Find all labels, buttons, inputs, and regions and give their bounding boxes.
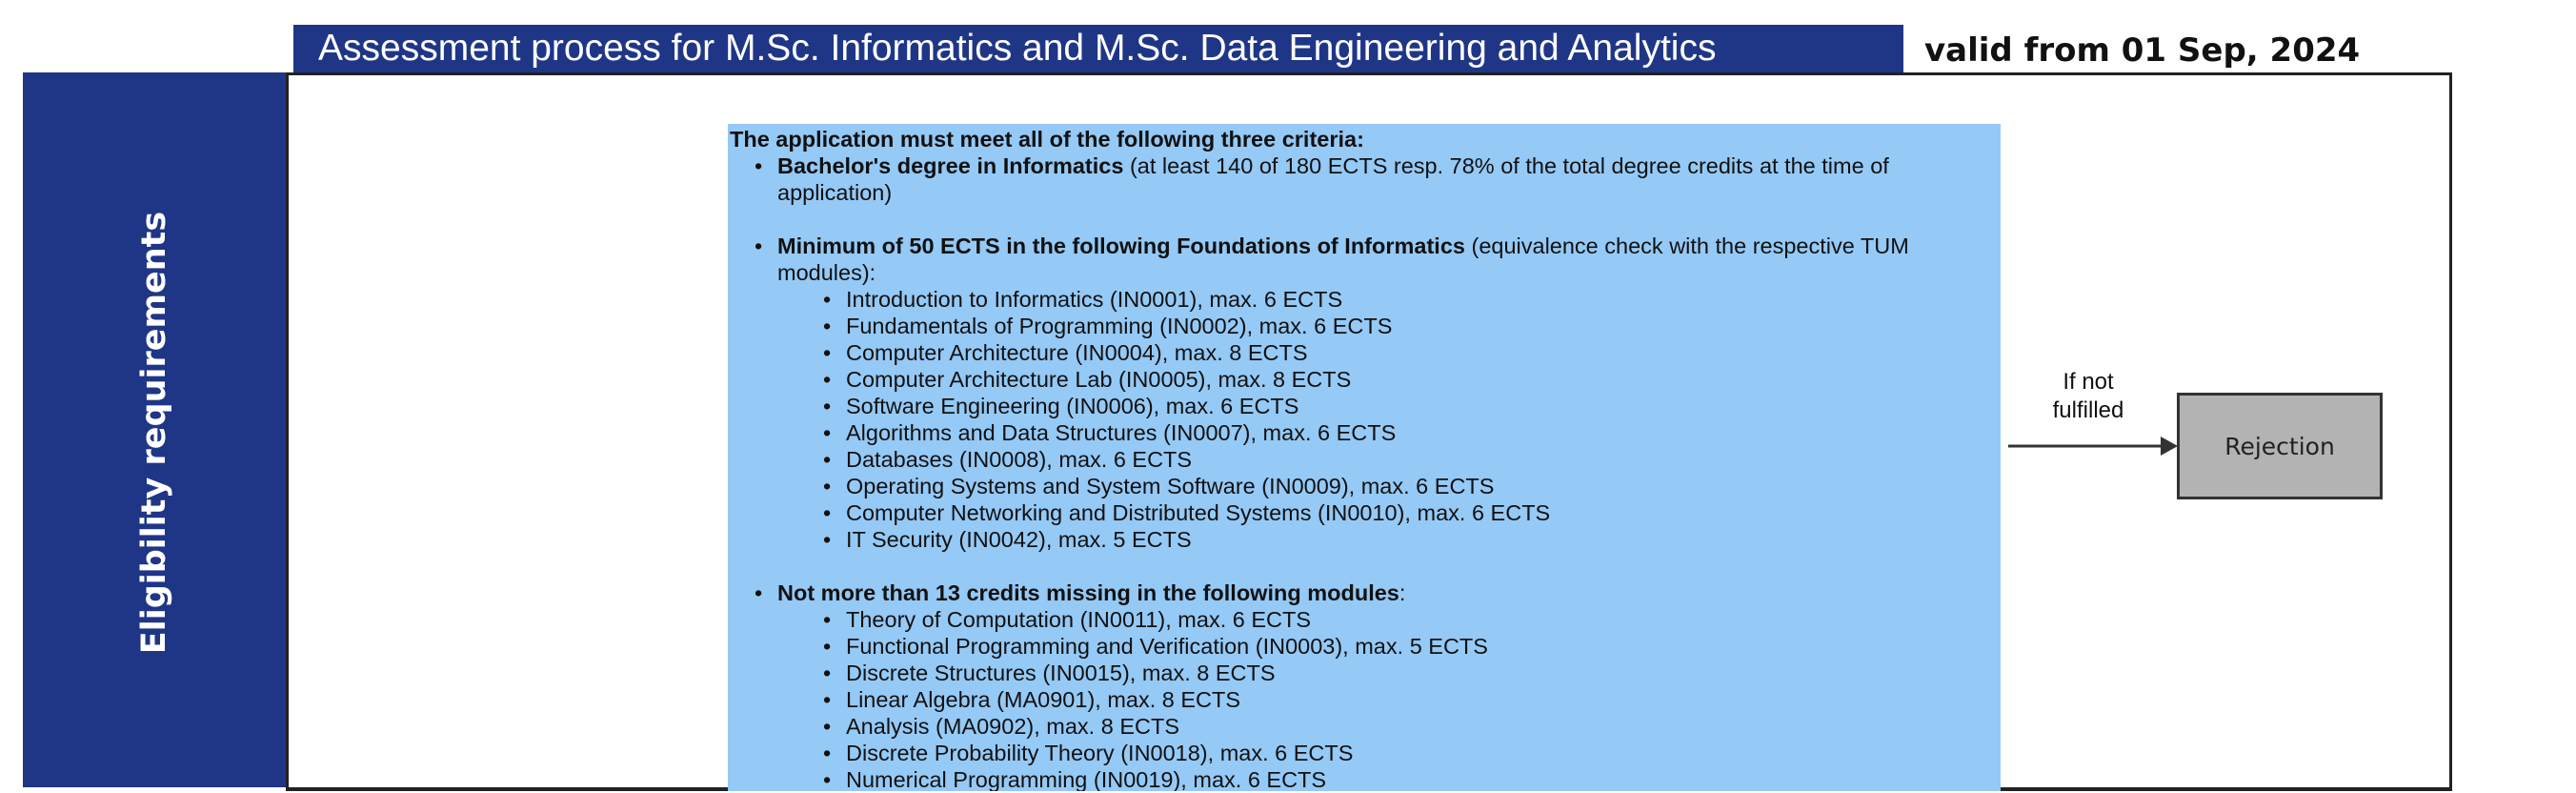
criterion-item [730, 580, 2001, 606]
module-item: • Computer Architecture (IN0004), max. 8 ECTS [823, 340, 1308, 365]
bullet-icon: • [823, 447, 832, 472]
module-item: • Numerical Programming (IN0019), max. 6 ECTS [823, 767, 1327, 791]
module-item: • Computer Networking and Distributed Systems (IN0010), max. 6 ECTS [823, 500, 1551, 525]
module-item: • Computer Architecture Lab (IN0005), max. 8 ECTS [823, 367, 1352, 392]
rejection-outcome-box: Rejection [2177, 393, 2383, 499]
bullet-icon: • [823, 287, 832, 312]
page-title: Assessment process for M.Sc. Informatics and M.Sc. Data Engineering and Analytics [293, 25, 1903, 72]
criteria-intro: The application must meet all of the following three criteria: [730, 127, 1364, 152]
module-item: • Functional Programming and Verification (IN0003), max. 5 ECTS [823, 634, 1488, 659]
spacer [730, 206, 2001, 233]
bullet-icon: • [823, 767, 832, 791]
module-item: • Theory of Computation (IN0011), max. 6 ECTS [823, 607, 1312, 632]
bullet-icon: • [823, 687, 832, 712]
criteria-box [728, 124, 2001, 791]
bullet-icon: • [823, 474, 832, 498]
bullet-icon: • [755, 580, 763, 605]
module-item: • Fundamentals of Programming (IN0002), max. 6 ECTS [823, 314, 1393, 338]
bullet-icon: • [823, 394, 832, 418]
bullet-icon: • [823, 500, 832, 525]
criterion-item [730, 233, 2001, 286]
condition-label [2031, 368, 2145, 425]
bullet-icon: • [823, 420, 832, 445]
spacer [730, 553, 2001, 580]
module-item: • Databases (IN0008), max. 6 ECTS [823, 447, 1193, 472]
arrow-right-icon [2008, 435, 2180, 458]
criterion-detail: (equivalence check with the respective TUM modules): [777, 234, 1909, 285]
bullet-icon: • [755, 234, 763, 258]
criterion-title: Bachelor's degree in Informatics [777, 153, 1124, 178]
bullet-icon: • [823, 714, 832, 739]
bullet-icon: • [823, 607, 832, 632]
bullet-icon: • [823, 314, 832, 338]
module-item: • Introduction to Informatics (IN0001), max. 6 ECTS [823, 287, 1343, 312]
criterion-detail: : [1399, 580, 1406, 605]
bullet-icon: • [823, 634, 832, 659]
bullet-icon: • [755, 153, 763, 178]
criterion-item [730, 152, 2001, 206]
bullet-icon: • [823, 741, 832, 765]
foundations-module-list [730, 286, 2001, 553]
bullet-icon: • [823, 661, 832, 685]
module-item: • Analysis (MA0902), max. 8 ECTS [823, 714, 1179, 739]
bullet-icon: • [823, 367, 832, 392]
module-item: • Software Engineering (IN0006), max. 6 ECTS [823, 394, 1299, 418]
module-item: • Algorithms and Data Structures (IN0007), max. 6 ECTS [823, 420, 1397, 445]
missing-credits-module-list [730, 606, 2001, 791]
criterion-title: Not more than 13 credits missing in the following modules [777, 580, 1399, 605]
module-item: • Operating Systems and System Software (IN0009), max. 6 ECTS [823, 474, 1495, 498]
module-item: • Discrete Probability Theory (IN0018), max. 6 ECTS [823, 741, 1354, 765]
module-item: • Linear Algebra (MA0901), max. 8 ECTS [823, 687, 1241, 712]
condition-line: fulfilled [2052, 397, 2124, 423]
bullet-icon: • [823, 340, 832, 365]
module-item: • Discrete Structures (IN0015), max. 8 ECTS [823, 661, 1276, 685]
bullet-icon: • [823, 527, 832, 552]
section-label: Eligibility requirements [135, 211, 173, 655]
valid-from-date: valid from 01 Sep, 2024 [1924, 31, 2361, 70]
module-item: • IT Security (IN0042), max. 5 ECTS [823, 527, 1192, 552]
condition-line: If not [2063, 369, 2114, 395]
criterion-detail: (at least 140 of 180 ECTS resp. 78% of the total degree credits at the time of application) [777, 153, 1889, 205]
criterion-title: Minimum of 50 ECTS in the following Foundations of Informatics [777, 234, 1465, 258]
